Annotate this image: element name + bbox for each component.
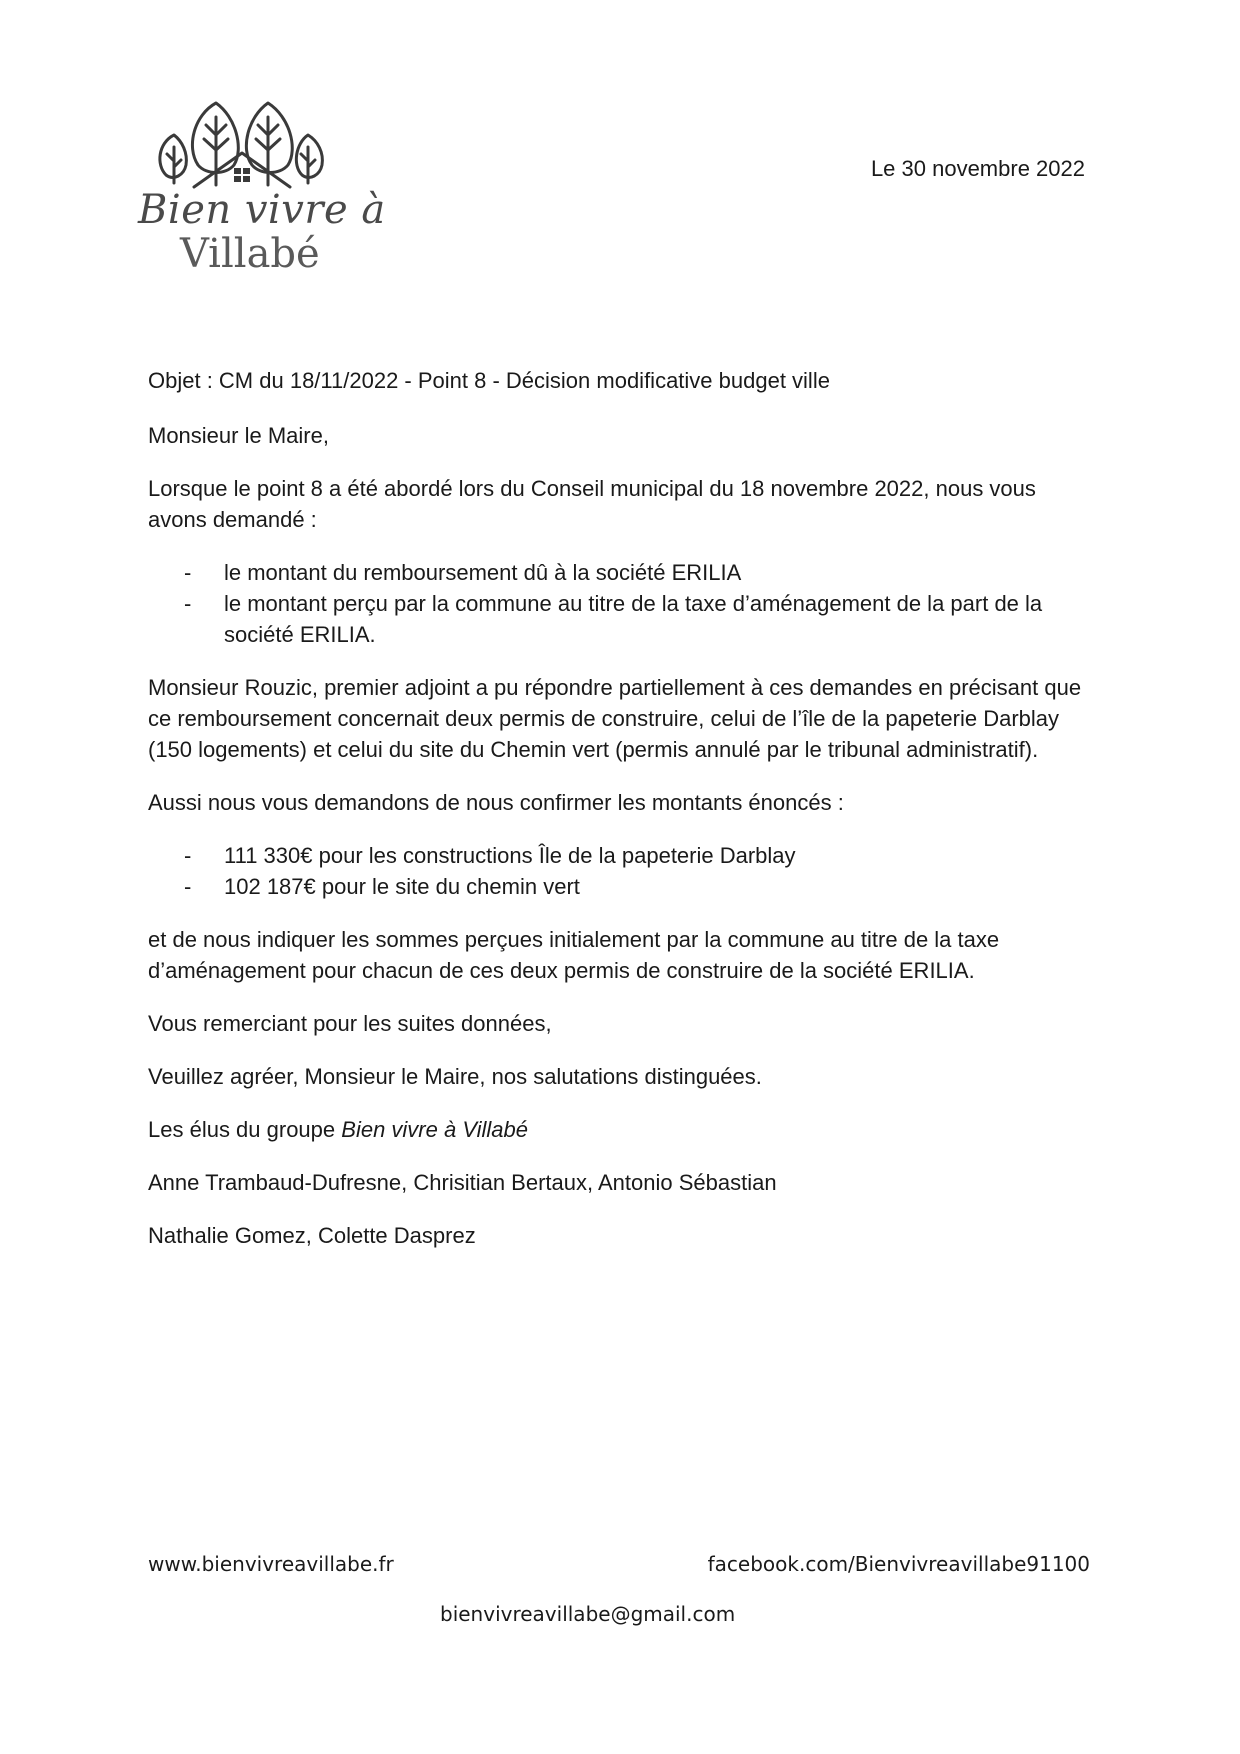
closing-line: Veuillez agréer, Monsieur le Maire, nos salutations distinguées.	[148, 1064, 762, 1089]
amounts-list	[148, 840, 1098, 902]
list-item-text: le montant du remboursement dû à la société ERILIA	[224, 560, 742, 585]
paragraph-confirm: Aussi nous vous demandons de nous confirmer les montants énoncés :	[148, 790, 844, 815]
request-list	[148, 557, 1098, 650]
list-marker: -	[184, 591, 192, 616]
footer-website: www.bienvivreavillabe.fr	[148, 1552, 394, 1576]
signatories-line-1: Anne Trambaud-Dufresne, Chrisitian Bertaux, Antonio Sébastian	[148, 1170, 777, 1195]
footer-facebook: facebook.com/Bienvivreavillabe91100	[707, 1552, 1090, 1576]
paragraph-indicate: et de nous indiquer les sommes perçues initialement par la commune au titre de la taxe d’aménagement pour chacun de ces deux permis de construire de la société ERILIA.	[148, 927, 1000, 983]
list-marker: -	[184, 843, 192, 868]
paragraph-request: Lorsque le point 8 a été abordé lors du Conseil municipal du 18 novembre 2022, nous vous avons demandé :	[148, 476, 1036, 532]
letter-subject: Objet : CM du 18/11/2022 - Point 8 - Décision modificative budget ville	[148, 368, 830, 393]
signature-group	[148, 1114, 1098, 1145]
footer-email: bienvivreavillabe@gmail.com	[440, 1602, 736, 1626]
signatories-line-2: Nathalie Gomez, Colette Dasprez	[148, 1223, 476, 1248]
trees-house-icon	[136, 95, 356, 190]
list-item	[148, 871, 1098, 902]
list-item-text: 102 187€ pour le site du chemin vert	[224, 874, 580, 899]
list-item	[148, 557, 1098, 588]
list-marker: -	[184, 874, 192, 899]
signature-prefix: Les élus du groupe	[148, 1117, 342, 1142]
list-item	[148, 588, 1098, 650]
list-item-text: le montant perçu par la commune au titre de la taxe d’aménagement de la part de la société ERILIA.	[224, 591, 1043, 647]
thanks-line: Vous remerciant pour les suites données,	[148, 1011, 552, 1036]
logo-town-name: Villabé	[180, 231, 320, 277]
logo-tagline: Bien vivre à	[138, 187, 386, 233]
letter-body	[148, 365, 1098, 1273]
signature-group-name: Bien vivre à Villabé	[341, 1117, 528, 1142]
list-marker: -	[184, 560, 192, 585]
list-item-text: 111 330€ pour les constructions Île de la papeterie Darblay	[224, 843, 796, 868]
paragraph-response: Monsieur Rouzic, premier adjoint a pu répondre partiellement à ces demandes en précisant que ce remboursement concernait deux permis de construire, celui de l’île de la papeterie Darblay (150 logements) et celui du site du Chemin vert (permis annulé par le tribunal administratif).	[148, 675, 1082, 762]
salutation: Monsieur le Maire,	[148, 423, 329, 448]
logo	[136, 95, 386, 285]
list-item	[148, 840, 1098, 871]
letter-date: Le 30 novembre 2022	[870, 156, 1085, 181]
